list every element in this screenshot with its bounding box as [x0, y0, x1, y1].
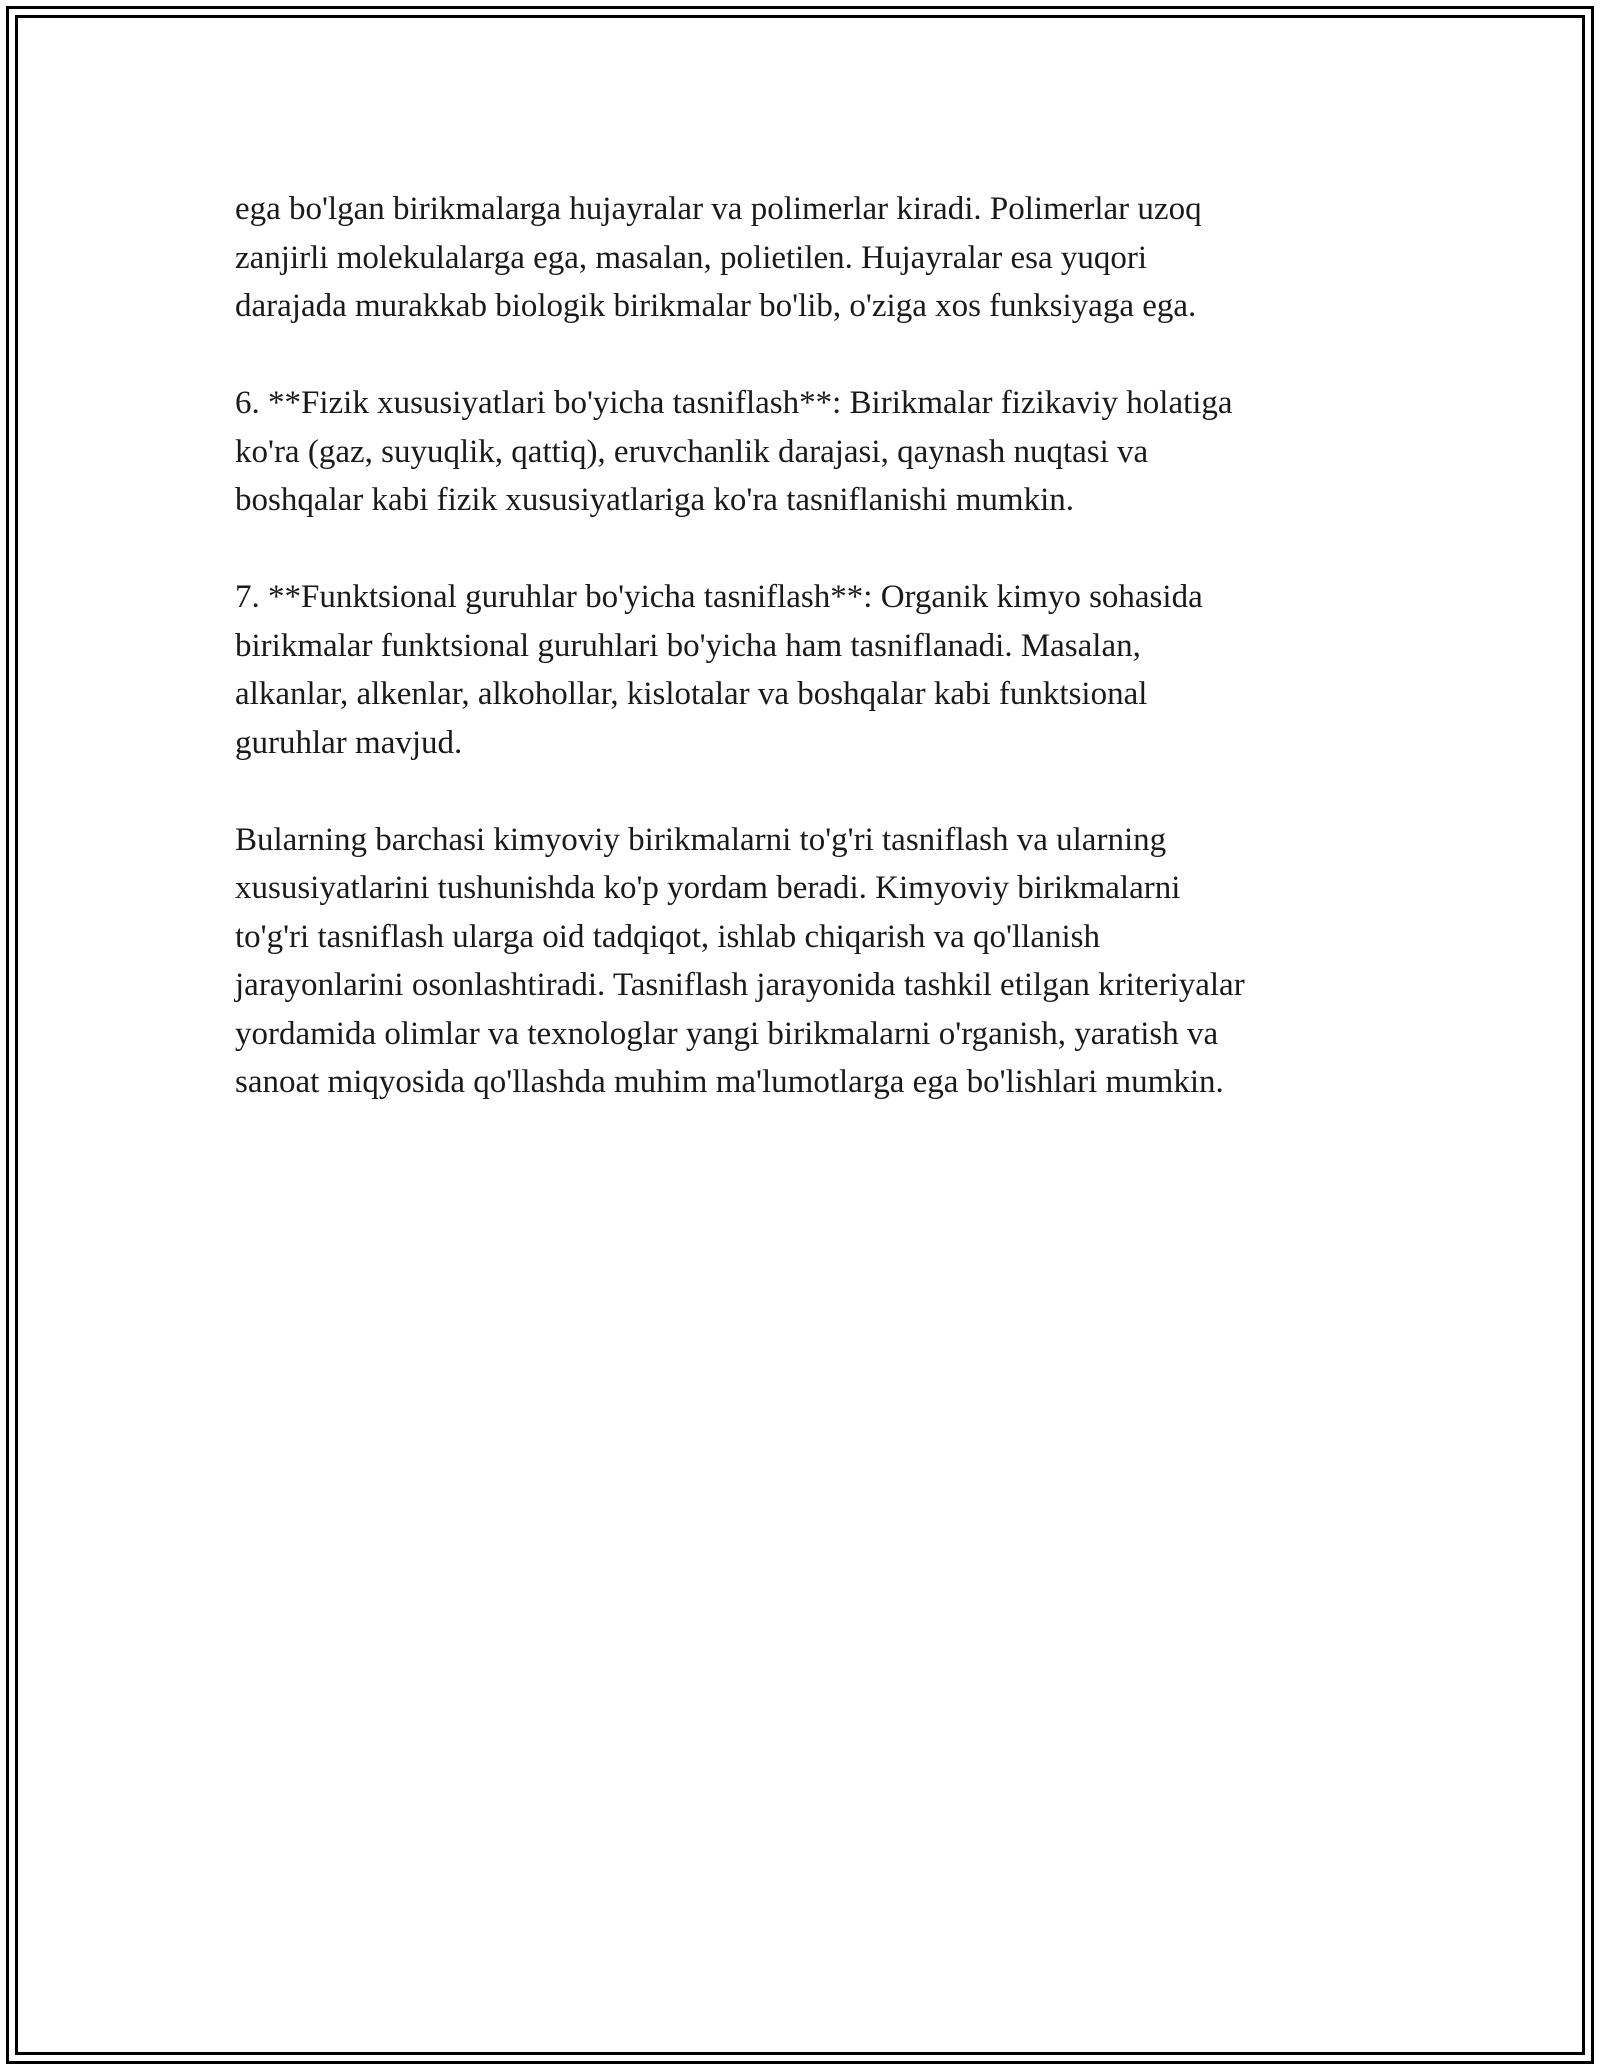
- text-line: xususiyatlarini tushunishda ko'p yordam beradi. Kimyoviy birikmalarni: [235, 870, 1181, 906]
- text-line: 6. **Fizik xususiyatlari bo'yicha tasniflash**: Birikmalar fizikaviy holatiga: [235, 385, 1233, 421]
- text-line: boshqalar kabi fizik xususiyatlariga ko'ra tasniflanishi mumkin.: [235, 482, 1075, 518]
- document-body: [235, 185, 1375, 1155]
- paragraph-hujayralar-polimerlar: [235, 185, 1375, 331]
- text-line: 7. **Funktsional guruhlar bo'yicha tasniflash**: Organik kimyo sohasida: [235, 579, 1203, 615]
- text-line: zanjirli molekulalarga ega, masalan, polietilen. Hujayralar esa yuqori: [235, 239, 1148, 276]
- text-line: to'g'ri tasniflash ularga oid tadqiqot, ishlab chiqarish va qo'llanish: [235, 918, 1100, 955]
- paragraph-funktsional-guruhlar: [235, 573, 1375, 767]
- text-line: ega bo'lgan birikmalarga hujayralar va polimerlar kiradi. Polimerlar uzoq: [235, 191, 1202, 227]
- paragraph-conclusion: [235, 816, 1375, 1107]
- text-line: Bularning barchasi kimyoviy birikmalarni to'g'ri tasniflash va ularning: [235, 821, 1167, 858]
- text-line: sanoat miqyosida qo'llashda muhim ma'lumotlarga ega bo'lishlari mumkin.: [235, 1064, 1224, 1100]
- text-line: darajada murakkab biologik birikmalar bo'lib, o'ziga xos funksiyaga ega.: [235, 288, 1197, 324]
- text-line: ko'ra (gaz, suyuqlik, qattiq), eruvchanlik darajasi, qaynash nuqtasi va: [235, 433, 1149, 470]
- text-line: birikmalar funktsional guruhlari bo'yicha ham tasniflanadi. Masalan,: [235, 627, 1141, 664]
- text-line: guruhlar mavjud.: [235, 724, 463, 761]
- paragraph-fizik-xususiyatlar: [235, 379, 1375, 525]
- text-line: jarayonlarini osonlashtiradi. Tasniflash jarayonida tashkil etilgan kriteriyalar: [235, 967, 1245, 1003]
- text-line: alkanlar, alkenlar, alkohollar, kislotalar va boshqalar kabi funktsional: [235, 676, 1148, 712]
- text-line: yordamida olimlar va texnologlar yangi birikmalarni o'rganish, yaratish va: [235, 1015, 1219, 1052]
